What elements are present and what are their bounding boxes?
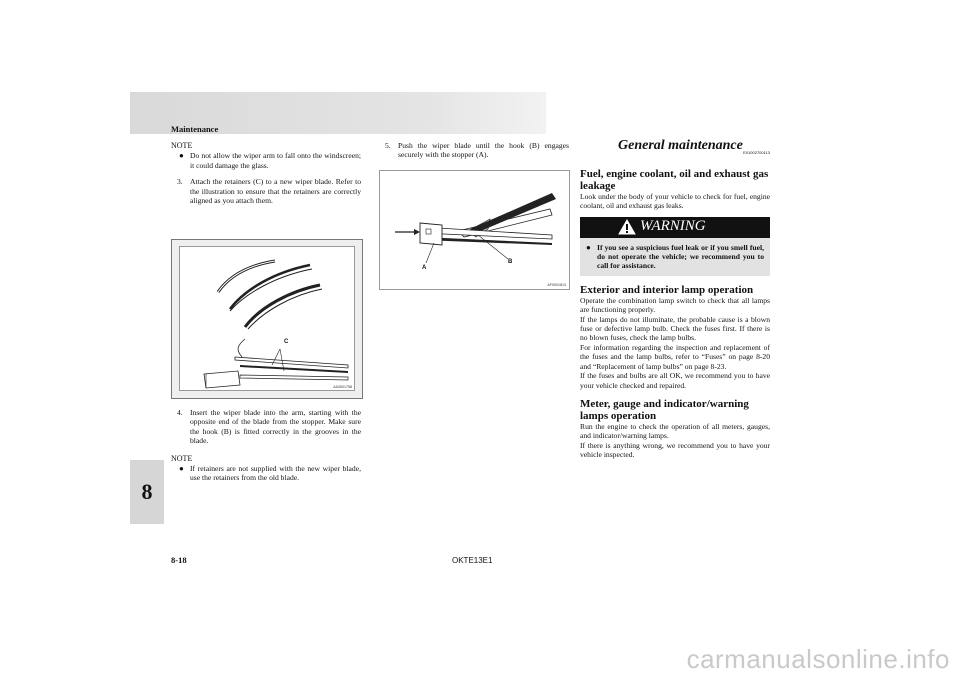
step-number: 5.	[385, 141, 391, 150]
note-label: NOTE	[171, 453, 193, 463]
warning-title: WARNING	[640, 218, 706, 235]
retainer-drawing	[180, 247, 354, 390]
heading-lamp-operation: Exterior and interior lamp operation	[580, 283, 754, 296]
step-text: Insert the wiper blade into the arm, starting with the opposite end of the blade from the stopper. Make sure the hook (B) is fitted correctly in the grooves in the blade.	[190, 408, 361, 446]
figure-code: AA3001758	[333, 385, 352, 389]
warning-text: If you see a suspicious fuel leak or if you smell fuel, do not operate the vehicle; we recommend you to call for assistance.	[597, 242, 764, 271]
watermark: carmanualsonline.info	[686, 644, 950, 674]
note-text: If retainers are not supplied with the new wiper blade, use the retainers from the old blade.	[190, 464, 361, 483]
step-number: 4.	[177, 408, 183, 417]
callout-a: A	[422, 265, 427, 271]
bullet-icon: ●	[179, 151, 184, 161]
step-text: Attach the retainers (C) to a new wiper blade. Refer to the illustration to ensure that the retainers are correctly aligned as you attach them.	[190, 177, 361, 206]
section-code: E01002700113	[743, 150, 770, 156]
paragraph: Operate the combination lamp switch to check that all lamps are functioning properly.	[580, 295, 770, 315]
left-column	[171, 141, 361, 205]
middle-column	[379, 141, 569, 160]
warning-item	[586, 243, 764, 271]
warning-header	[580, 217, 770, 238]
page-number: 8-18	[171, 555, 187, 565]
section-title: General maintenance	[618, 138, 743, 153]
figure-code: AF0001813	[547, 283, 566, 287]
left-column-lower	[171, 408, 361, 483]
paragraph: If there is anything wrong, we recommend you to have your vehicle inspected.	[580, 440, 770, 460]
hook-drawing	[380, 171, 569, 289]
step-text: Push the wiper blade until the hook (B) engages securely with the stopper (A).	[398, 141, 569, 160]
step-3	[177, 177, 361, 205]
warning-box	[580, 217, 770, 276]
chapter-number: 8	[141, 479, 153, 504]
note-item	[179, 464, 361, 483]
step-4	[177, 408, 361, 446]
hook-illustration	[379, 170, 570, 290]
paragraph: Look under the body of your vehicle to check for fuel, engine coolant, oil and exhaust gas leaks.	[580, 191, 770, 211]
paragraph: If the lamps do not illuminate, the probable cause is a blown fuse or defective lamp bulb. Check the fuses first. If there is no blown fuses, check the lamp bulbs.	[580, 314, 770, 343]
bullet-icon: ●	[586, 242, 591, 252]
warning-triangle-icon	[618, 219, 636, 235]
document-code: OKTE13E1	[452, 556, 493, 565]
heading-fuel-leakage: Fuel, engine coolant, oil and exhaust gas leakage	[580, 167, 769, 192]
right-column	[580, 138, 770, 460]
paragraph: For information regarding the inspection and replacement of the fuses and the lamp bulbs, refer to “Fuses” on page 8-20 and “Replacement of lamp bulbs” on page 8-23.	[580, 342, 770, 371]
step-number: 3.	[177, 177, 183, 187]
chapter-tab	[130, 460, 164, 524]
paragraph: Run the engine to check the operation of all meters, gauges, and indicator/warning lamps.	[580, 421, 770, 441]
heading-meter-operation: Meter, gauge and indicator/warning lamps operation	[580, 397, 749, 422]
note-label: NOTE	[171, 141, 193, 150]
illustration-frame	[179, 246, 355, 391]
callout-c: C	[284, 339, 289, 345]
note-text: Do not allow the wiper arm to fall onto the windscreen; it could damage the glass.	[190, 151, 361, 170]
warning-body	[580, 238, 770, 276]
paragraph: If the fuses and bulbs are all OK, we recommend you to have your vehicle checked and repaired.	[580, 371, 770, 390]
step-5	[385, 141, 569, 160]
retainer-illustration	[171, 239, 363, 399]
note-item	[179, 151, 361, 170]
section-header: Maintenance	[171, 124, 219, 134]
bullet-icon: ●	[179, 464, 184, 474]
callout-b: B	[508, 259, 513, 265]
